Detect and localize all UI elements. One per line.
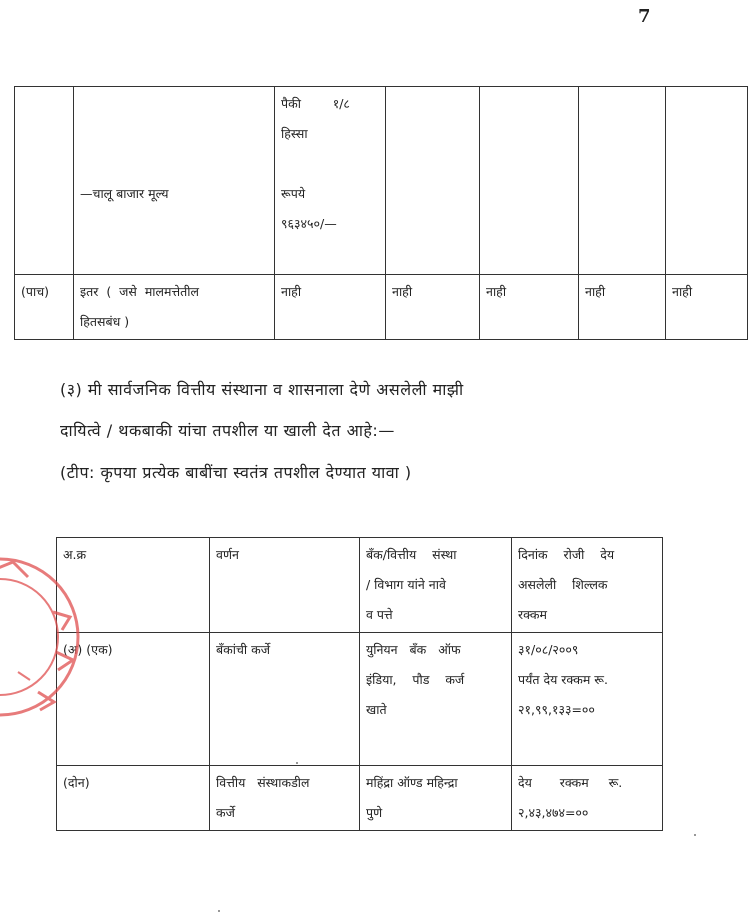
official-stamp-icon: [0, 552, 98, 722]
amount-value: ९६३४५०/—: [281, 216, 337, 231]
table-cell: बँकांची कर्जे: [210, 633, 360, 766]
bank-name-line3: खाते: [366, 702, 387, 717]
institution-loans-line1: वित्तीय संस्थाकडील: [216, 775, 310, 790]
current-market-value-label: —चालू बाजार मूल्य: [80, 186, 169, 201]
table-cell: [360, 766, 512, 831]
table-row: [57, 766, 663, 831]
table-cell: [275, 87, 386, 275]
table-cell: [360, 538, 512, 633]
page-number: 7: [638, 6, 651, 27]
speck: [296, 762, 298, 764]
payable-amount: २,४३,४७४=००: [518, 805, 589, 820]
table-cell: [15, 87, 74, 275]
table-cell: (पाच): [15, 275, 74, 340]
table-cell: (दोन): [57, 766, 210, 831]
liabilities-table: [56, 537, 663, 831]
table-row: [57, 538, 663, 633]
table-cell: नाही: [579, 275, 666, 340]
table-cell: [386, 87, 480, 275]
table-cell: [512, 538, 663, 633]
table-cell: अ.क्र: [57, 538, 210, 633]
bank-name-line1: युनियन बँक ऑफ: [366, 642, 461, 657]
table-row: [15, 87, 748, 275]
bank-header-line1: बँक/वित्तीय संस्था: [366, 547, 457, 562]
balance-header-line1: दिनांक रोजी देय: [518, 547, 615, 562]
bank-header-line2: / विभाग यांने नावे: [366, 577, 446, 592]
due-amount-label: पर्यंत देय रक्कम रू.: [518, 672, 608, 687]
table-cell: [74, 87, 275, 275]
payable-amount-label: देय रक्कम रू.: [518, 775, 623, 790]
share-label: हिस्सा: [281, 126, 308, 141]
institution-loans-line2: कर्जे: [216, 805, 235, 820]
table-cell: [579, 87, 666, 275]
table-cell: [210, 766, 360, 831]
table-cell: नाही: [480, 275, 579, 340]
table-cell: [74, 275, 275, 340]
liabilities-subheading: दायित्वे / थकबाकी यांचा तपशील या खाली देत आहे:—: [60, 421, 395, 440]
table-row: [57, 633, 663, 766]
bank-header-line3: व पत्ते: [366, 607, 393, 622]
balance-header-line3: रक्कम: [518, 607, 548, 622]
bank-name-line2: इंडिया, पौड कर्ज: [366, 672, 465, 687]
table-cell: (अ) (एक): [57, 633, 210, 766]
lender-name-line1: महिंद्रा ऑण्ड महिन्द्रा: [366, 775, 458, 790]
table-cell: नाही: [275, 275, 386, 340]
table-cell: नाही: [666, 275, 748, 340]
due-amount: २१,९९,१३३=००: [518, 702, 595, 717]
table-cell: [360, 633, 512, 766]
table-cell: [480, 87, 579, 275]
table-row: [15, 275, 748, 340]
table-cell: वर्णन: [210, 538, 360, 633]
assets-table: [14, 86, 748, 340]
share-fraction: पैकी १/८: [281, 96, 350, 111]
speck: [218, 910, 220, 912]
liabilities-heading: (३) मी सार्वजनिक वित्तीय संस्थाना व शासनाला देणे असलेली माझी: [60, 380, 464, 399]
other-interest-line1: इतर ( जसे मालमत्तेतील: [80, 284, 199, 299]
table-cell: नाही: [386, 275, 480, 340]
lender-name-line2: पुणे: [366, 805, 383, 820]
liabilities-note: (टीप: कृपया प्रत्येक बाबींचा स्वतंत्र तपशील देण्यात यावा ): [60, 463, 412, 482]
table-cell: [512, 633, 663, 766]
due-date: ३१/०८/२००९: [518, 642, 579, 657]
balance-header-line2: असलेली शिल्लक: [518, 577, 608, 592]
speck: [694, 834, 696, 836]
rupees-label: रूपये: [281, 186, 306, 201]
other-interest-line2: हितसबंध ): [80, 314, 130, 329]
table-cell: [512, 766, 663, 831]
table-cell: [666, 87, 748, 275]
